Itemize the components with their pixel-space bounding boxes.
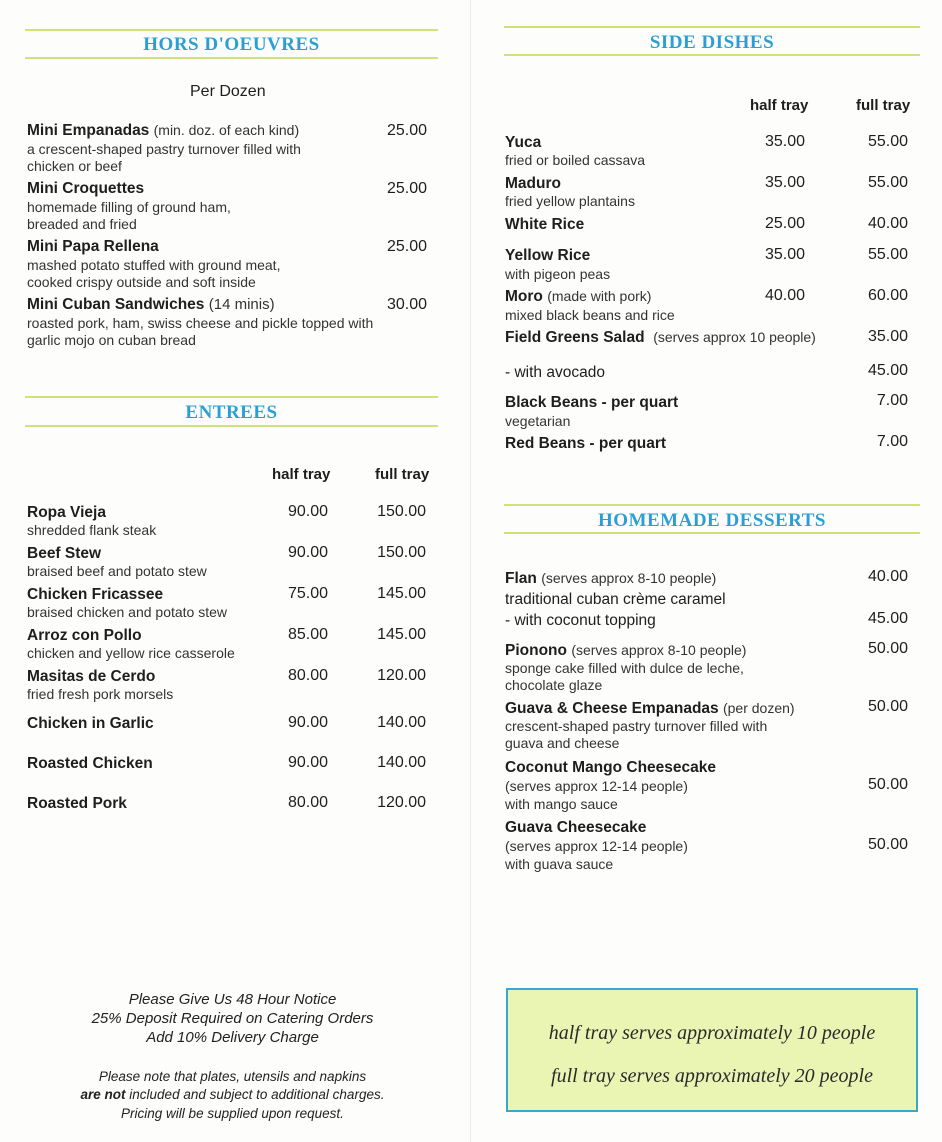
full-price: 145.00 [377,626,426,643]
item-name: Field Greens Salad [505,329,645,346]
section-rule-top [25,29,438,31]
notice-line: Please Give Us 48 Hour Notice [128,991,337,1008]
item-name: Maduro [505,175,561,192]
item-name: Flan [505,570,537,587]
full-price: 120.00 [377,667,426,684]
half-price: 80.00 [287,667,328,684]
full-price: 145.00 [377,585,426,602]
item-description: braised chicken and potato stew [27,604,228,620]
item-name: Arroz con Pollo [27,627,142,644]
item-name: Chicken Fricassee [27,586,164,603]
full-price: 7.00 [876,433,908,450]
full-tray-serving: full tray serves approximately 20 people [551,1065,873,1087]
half-tray-header: half tray [272,466,331,483]
half-price: 25.00 [764,215,805,232]
sides-title: SIDE DISHES [649,32,775,53]
half-price: 85.00 [287,626,328,643]
section-rule-bottom [25,57,438,59]
half-price: 40.00 [764,287,805,304]
item-price: 45.00 [867,610,908,627]
full-tray-header: full tray [856,97,911,114]
item-name: Masitas de Cerdo [27,668,156,685]
item-description: shredded flank steak [27,522,157,538]
item-description: fried yellow plantains [505,193,635,209]
item-price: 50.00 [867,776,908,793]
delivery-line: Add 10% Delivery Charge [146,1029,319,1046]
item-name: Roasted Pork [27,795,127,812]
item-description: sponge cake filled with dulce de leche, [505,660,744,676]
item-description: guava and cheese [505,735,620,751]
item-description: a crescent-shaped pastry turnover filled with [27,141,301,157]
page-fold [470,0,471,1142]
full-price: 150.00 [377,544,426,561]
half-price: 35.00 [764,174,805,191]
item-price: 50.00 [867,836,908,853]
item-name: Mini Papa Rellena [27,238,159,255]
half-price: 90.00 [287,544,328,561]
item-description: garlic mojo on cuban bread [27,332,196,348]
item-description: breaded and fried [27,216,137,232]
full-price: 140.00 [377,714,426,731]
hors-title: HORS D'OEUVRES [143,34,320,55]
item-price: 50.00 [867,640,908,657]
section-rule-top [25,396,438,398]
item-description: mashed potato stuffed with ground meat, [27,257,281,273]
servings-box [506,988,918,1112]
section-rule-top [504,26,920,28]
item-note: (made with pork) [547,288,652,304]
plates-note [25,1087,440,1102]
item-name: Roasted Chicken [27,755,153,772]
full-price: 150.00 [377,503,426,520]
half-price: 75.00 [287,585,328,602]
full-price: 7.00 [876,392,908,409]
full-price: 55.00 [867,174,908,191]
item-name: Moro [505,288,543,305]
full-price: 55.00 [867,133,908,150]
half-price: 35.00 [764,133,805,150]
item-description: mixed black beans and rice [505,307,675,323]
item-description: roasted pork, ham, swiss cheese and pickle topped with [27,315,374,331]
item-description: (serves approx 12-14 people) [505,778,688,794]
full-price: 45.00 [867,362,908,379]
section-rule-top [504,504,920,506]
item-name: Mini Empanadas [27,122,150,139]
full-price: 35.00 [867,328,908,345]
full-price: 60.00 [867,287,908,304]
half-tray-serving: half tray serves approximately 10 people [548,1022,876,1044]
section-rule-bottom [25,425,438,427]
item-name: - with avocado [505,364,605,381]
item-price: 50.00 [867,698,908,715]
item-description: traditional cuban crème caramel [505,591,726,608]
item-name: Coconut Mango Cheesecake [505,759,717,776]
item-description: cooked crispy outside and soft inside [27,274,256,290]
half-price: 90.00 [287,503,328,520]
half-price: 80.00 [287,794,328,811]
item-name: Guava Cheesecake [505,819,647,836]
item-name: Yellow Rice [505,247,591,264]
item-description: with guava sauce [505,856,614,872]
item-description: (serves approx 12-14 people) [505,838,688,854]
item-price: 25.00 [386,238,427,255]
half-price: 90.00 [287,714,328,731]
half-tray-header: half tray [750,97,809,114]
full-price: 55.00 [867,246,908,263]
plates-note-rest: included and subject to additional charges. [125,1087,385,1102]
item-description: fried fresh pork morsels [27,686,174,702]
item-name: Mini Croquettes [27,180,145,197]
item-name: Mini Cuban Sandwiches [27,296,205,313]
pricing-note: Pricing will be supplied upon request. [121,1106,344,1121]
item-note: (serves approx 8-10 people) [571,642,747,658]
item-description: chicken and yellow rice casserole [27,645,235,661]
full-price: 120.00 [377,794,426,811]
item-note: (serves approx 8-10 people) [541,570,717,586]
item-note: (per dozen) [722,700,795,716]
item-price: 25.00 [386,122,427,139]
item-note: (14 minis) [208,296,275,313]
per-dozen-label: Per Dozen [190,83,266,100]
item-note: (min. doz. of each kind) [153,122,300,138]
item-price: 30.00 [386,296,427,313]
item-description: chicken or beef [27,158,122,174]
full-price: 140.00 [377,754,426,771]
plates-note: Please note that plates, utensils and napkins [98,1069,367,1084]
item-name: Chicken in Garlic [27,715,154,732]
section-rule-bottom [504,532,920,534]
section-rule-bottom [504,54,920,56]
entrees-title: ENTREES [185,402,278,423]
item-note: (serves approx 10 people) [653,329,816,345]
item-description: vegetarian [505,413,571,429]
emphasis-text: are not [80,1087,126,1102]
full-tray-header: full tray [375,466,430,483]
half-price: 90.00 [287,754,328,771]
item-name: Pionono [505,642,567,659]
item-name: - with coconut topping [505,612,656,629]
item-description: with mango sauce [505,796,618,812]
half-price: 35.00 [764,246,805,263]
item-price: 40.00 [867,568,908,585]
item-description: homemade filling of ground ham, [27,199,231,215]
item-description: crescent-shaped pastry turnover filled with [505,718,768,734]
item-name: Yuca [505,134,542,151]
item-description: with pigeon peas [505,266,611,282]
item-name: Beef Stew [27,545,102,562]
item-description: chocolate glaze [505,677,603,693]
item-name: Black Beans - per quart [505,394,679,411]
item-description: fried or boiled cassava [505,152,646,168]
item-name: Guava & Cheese Empanadas [505,700,719,717]
item-name: Ropa Vieja [27,504,106,521]
desserts-title: HOMEMADE DESSERTS [598,510,826,531]
full-price: 40.00 [867,215,908,232]
item-name: White Rice [505,216,585,233]
deposit-line: 25% Deposit Required on Catering Orders [91,1010,374,1027]
item-description: braised beef and potato stew [27,563,207,579]
item-name: Red Beans - per quart [505,435,667,452]
item-price: 25.00 [386,180,427,197]
